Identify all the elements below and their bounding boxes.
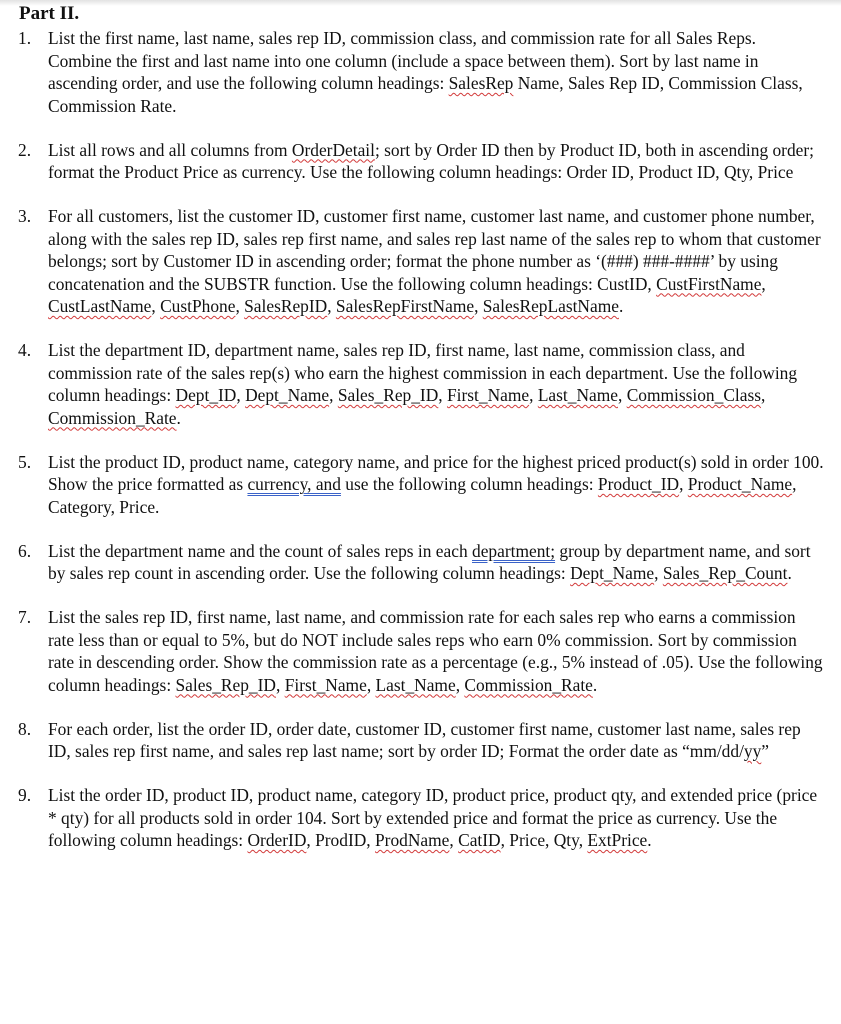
- flagged-word[interactable]: yy: [743, 741, 762, 761]
- task-item-5: [18, 451, 824, 519]
- flagged-word[interactable]: Commission_Class: [626, 385, 762, 405]
- text-segment: ; sort by Order ID then by Product ID, both in ascending order; format the Product Price as currency. Use the following column headings: Order ID, Product ID, Qty, Price: [48, 139, 815, 182]
- text-segment: ,: [327, 296, 336, 316]
- page-title: Part II.: [19, 3, 80, 24]
- text-segment: For all customers, list the customer ID, customer first name, customer last name, and customer phone number, along with the sales rep ID, sales rep first name, and sales rep last name of the sales rep to whom that customer belongs; sort by Customer ID in ascending order; format the phone number as ‘(###) ###-####’ by using concatenation and the SUBSTR function. Use the following column headings: CustID,: [48, 206, 821, 294]
- item-number: 3.: [18, 206, 32, 226]
- flagged-word[interactable]: Sales_Rep_ID: [337, 385, 439, 405]
- text-segment: .: [647, 830, 652, 850]
- text-segment: ,: [438, 385, 447, 405]
- text-segment: ,: [617, 385, 627, 405]
- item-number: 4.: [18, 340, 32, 360]
- flagged-word[interactable]: Dept_ID: [175, 385, 237, 405]
- flagged-word[interactable]: Dept_Name: [245, 385, 330, 405]
- text-segment: List the sales rep ID, first name, last name, and commission rate for each sales rep who earns a commission rate less than or equal to 5%, but do NOT include sales reps who earn 0% commission. Sort by commission rate in descending order. Show the commission rate as a percentage (e.g., 5% instead of .05). Use the following column headings:: [48, 607, 823, 695]
- text-segment: ,: [329, 385, 338, 405]
- text-segment: .: [787, 563, 792, 583]
- text-segment: ”: [761, 741, 770, 761]
- flagged-word[interactable]: SalesRepLastName: [482, 296, 619, 316]
- flagged-word[interactable]: OrderDetail: [291, 139, 375, 160]
- text-segment: , ProdID,: [306, 830, 375, 850]
- item-number: 9.: [18, 785, 32, 805]
- text-segment: List the department name and the count of sales reps in each: [48, 540, 472, 561]
- text-segment: List the order ID, product ID, product name, category ID, product price, product qty, and extended price (price * qty) for all products sold in order 104. Sort by extended price and format the price as currency. Use the following column headings:: [48, 785, 818, 850]
- flagged-word[interactable]: SalesRep: [448, 73, 514, 93]
- flagged-word[interactable]: Last_Name: [375, 674, 456, 695]
- grammar-flag[interactable]: department;: [472, 540, 556, 561]
- task-item-6: [18, 540, 824, 585]
- flagged-word[interactable]: Commission_Rate: [464, 674, 593, 695]
- flagged-word[interactable]: CustLastName: [48, 296, 152, 316]
- task-item-9: [18, 784, 824, 852]
- text-segment: List all rows and all columns from: [48, 139, 292, 160]
- flagged-word[interactable]: ExtPrice: [587, 830, 648, 850]
- text-segment: use the following column headings:: [340, 474, 598, 494]
- text-segment: , Price, Qty,: [500, 830, 588, 850]
- text-segment: ,: [761, 385, 766, 405]
- flagged-word[interactable]: Last_Name: [537, 385, 618, 405]
- flagged-word[interactable]: CustPhone: [160, 296, 236, 316]
- text-segment: Name, Sales Rep ID, Commission Class, Commission Rate.: [48, 73, 803, 116]
- task-list: [18, 27, 824, 873]
- flagged-word[interactable]: ProdName: [375, 830, 450, 850]
- task-item-8: [18, 718, 824, 763]
- item-number: 7.: [18, 607, 32, 627]
- item-number: 6.: [18, 540, 32, 561]
- text-segment: ,: [679, 474, 688, 494]
- flagged-word[interactable]: CatID: [458, 830, 501, 850]
- item-number: 2.: [18, 139, 32, 160]
- flagged-word[interactable]: OrderID: [247, 830, 307, 850]
- text-segment: , Category, Price.: [48, 474, 797, 517]
- flagged-word[interactable]: SalesRepID: [244, 296, 328, 316]
- text-segment: ,: [366, 674, 376, 695]
- text-segment: ,: [236, 385, 246, 405]
- flagged-word[interactable]: CustFirstName: [656, 273, 762, 294]
- flagged-word[interactable]: Dept_Name: [570, 563, 655, 583]
- text-segment: List the product ID, product name, category name, and price for the highest priced product(s) sold in order 100. Show the price formatted as: [48, 451, 824, 494]
- text-segment: ,: [474, 296, 483, 316]
- item-number: 1.: [18, 28, 32, 48]
- flagged-word[interactable]: Commission_Rate: [48, 407, 177, 428]
- flagged-word[interactable]: Sales_Rep_ID: [175, 674, 276, 695]
- text-segment: .: [592, 674, 598, 695]
- text-segment: .: [618, 296, 624, 316]
- text-segment: ,: [455, 674, 465, 695]
- task-item-7: [18, 606, 824, 696]
- flagged-word[interactable]: First_Name: [446, 385, 530, 405]
- text-segment: ,: [449, 830, 459, 850]
- text-segment: ,: [235, 296, 245, 316]
- grammar-flag[interactable]: currency, and: [247, 474, 341, 494]
- task-item-3: [18, 205, 824, 318]
- text-segment: ,: [151, 296, 161, 316]
- text-segment: ,: [761, 273, 766, 294]
- flagged-word[interactable]: Product_Name: [687, 474, 793, 494]
- flagged-word[interactable]: First_Name: [284, 674, 367, 695]
- flagged-word[interactable]: Product_ID: [597, 474, 680, 494]
- text-segment: ,: [275, 674, 285, 695]
- text-segment: For each order, list the order ID, order date, customer ID, customer first name, customer last name, sales rep ID, sales rep first name, and sales rep last name; sort by order ID; Format the order date as “mm/dd/: [48, 718, 801, 761]
- text-segment: ,: [529, 385, 538, 405]
- task-item-2: [18, 139, 824, 184]
- item-number: 8.: [18, 718, 32, 739]
- task-item-4: [18, 339, 824, 429]
- item-number: 5.: [18, 451, 32, 472]
- task-item-1: [18, 27, 824, 117]
- text-segment: .: [176, 407, 181, 428]
- flagged-word[interactable]: Sales_Rep_Count: [662, 563, 788, 583]
- flagged-word[interactable]: SalesRepFirstName: [335, 296, 475, 316]
- text-segment: ,: [654, 563, 663, 583]
- text-segment: group by department name, and sort by sales rep count in ascending order. Use the following column headings:: [48, 540, 811, 583]
- text-segment: List the department ID, department name, sales rep ID, first name, last name, commission class, and commission rate of the sales rep(s) who earn the highest commission in each department. Use the following column headings:: [48, 340, 798, 405]
- window-top-edge: [0, 0, 841, 6]
- text-segment: List the first name, last name, sales rep ID, commission class, and commission rate for all Sales Reps. Combine the first and last name into one column (include a space between them). Sort by last name in ascending order, and use the following column headings:: [48, 28, 759, 93]
